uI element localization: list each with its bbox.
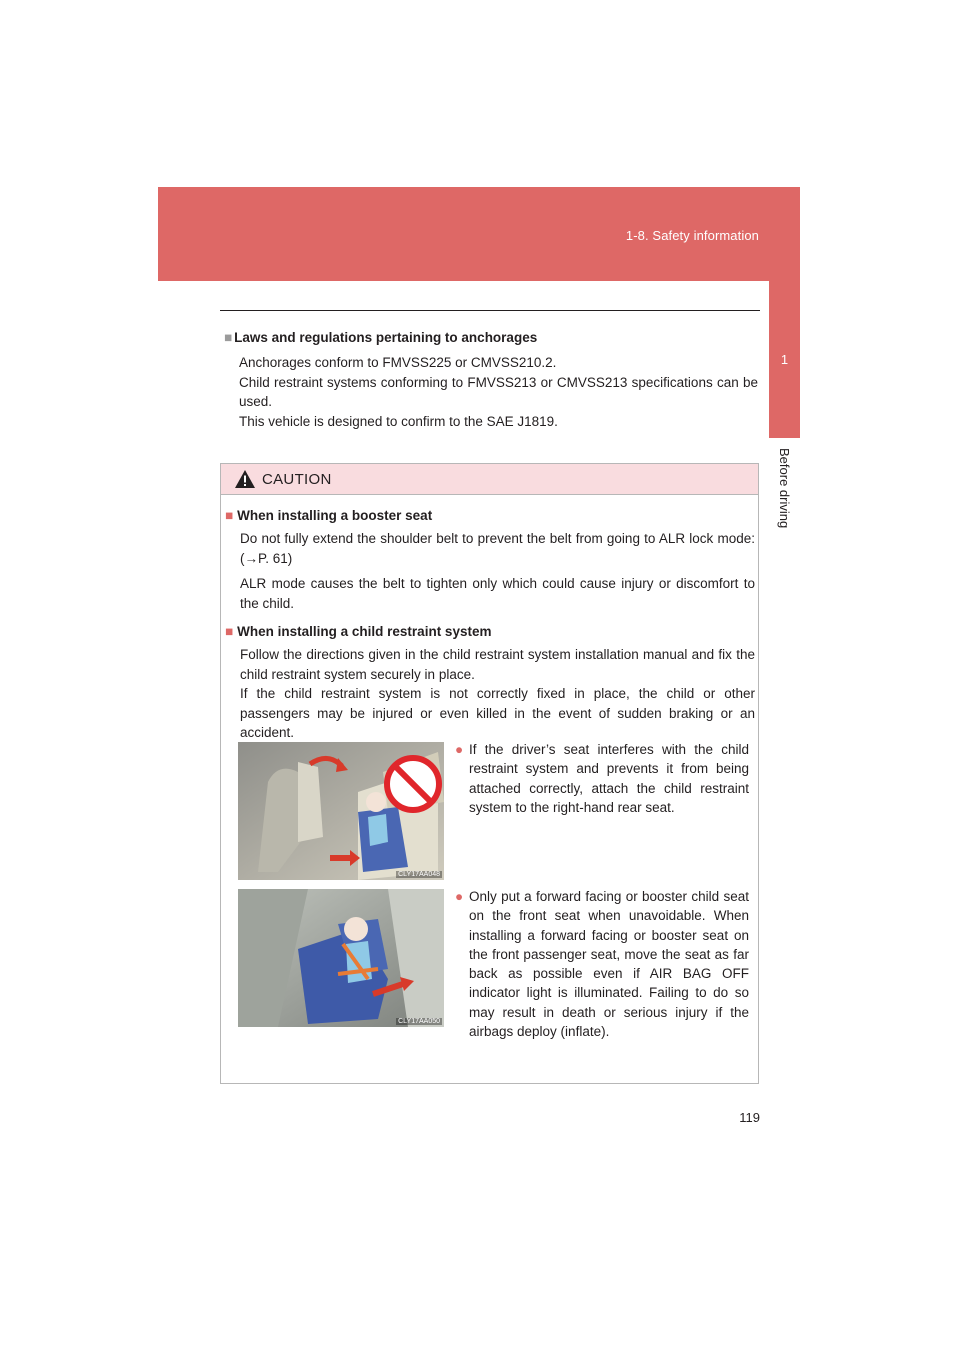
laws-line: Anchorages conform to FMVSS225 or CMVSS210.2. [239,355,557,370]
caution-title: CAUTION [262,470,332,488]
child-restraint-paragraph: Follow the directions given in the child restraint system installation manual and fix the child restraint system securely in place. [240,647,755,682]
figure-code: CLY17AA050 [398,1018,440,1025]
round-bullet-icon: ● [455,889,464,904]
caution-box [220,463,759,1084]
booster-paragraph: ALR mode causes the belt to tighten only which could cause injury or discomfort to the child. [240,576,755,611]
laws-line: Child restraint systems conforming to FMVSS213 or CMVSS213 specifications can be used. [239,374,758,409]
laws-heading: ■ Laws and regulations pertaining to anchorages [224,330,538,345]
chapter-label [769,448,800,548]
header-band [158,187,800,281]
figure-front-seat [238,889,444,1027]
figure-rear-seat [238,742,444,880]
bullet-text: Only put a forward facing or booster child seat on the front seat when unavoidable. When installing a forward facing or booster seat on the front passenger seat, move the seat as far back as possible even if AIR BAG OFF indicator light is illuminated. Failing to do so may result in death or serious injury if the airbags deploy (inflate). [469,889,749,1040]
chapter-tab: 1 [769,281,800,438]
booster-section [225,508,755,613]
figure-code: CLY17AA048 [398,871,440,878]
chapter-label-text: Before driving [777,448,792,529]
divider [220,310,760,311]
warning-triangle-icon [234,469,256,489]
child-restraint-paragraph: If the child restraint system is not correctly fixed in place, the child or other passengers may be injured or even killed in the event of sudden braking or an accident. [240,686,755,740]
caution-header [221,464,758,495]
square-bullet-icon: ■ [225,508,234,523]
bullet-rear-seat [455,740,749,817]
square-bullet-icon: ■ [224,330,233,345]
child-restraint-body [240,645,755,743]
car-seat-illustration-2 [238,889,444,1027]
section-title: 1-8. Safety information [625,228,759,243]
booster-heading: ■ When installing a booster seat [225,508,433,523]
laws-body [239,353,758,431]
round-bullet-icon: ● [455,742,464,757]
square-bullet-icon: ■ [225,624,234,639]
laws-line: This vehicle is designed to confirm to the SAE J1819. [239,413,558,429]
child-restraint-heading: ■ When installing a child restraint system [225,624,492,639]
booster-paragraph: Do not fully extend the shoulder belt to prevent the belt from going to ALR lock mode: (→P. 61) [240,531,755,566]
bullet-text: If the driver’s seat interferes with the child restraint system and prevents it from being attached correctly, attach the child restraint system to the right-hand rear seat. [469,742,749,815]
laws-section [224,330,758,431]
booster-body [240,529,755,613]
bullet-front-seat [455,887,749,1041]
car-seat-illustration-1 [238,742,444,880]
page-number: 119 [739,1110,760,1125]
child-restraint-section [225,624,755,743]
